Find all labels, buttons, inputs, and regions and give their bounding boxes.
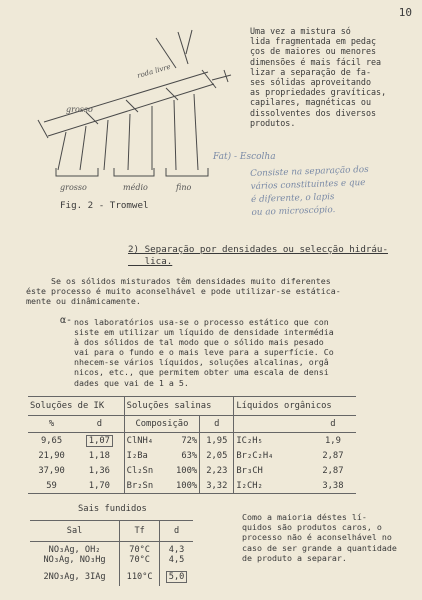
intro-paragraph: Uma vez a mistura só lida fragmentada em pedaç ços de maiores ou menores dimensões é mais fácil rea lizar a separação de fa- ses sólidas aproveitando as propriedades gravíticas, capilares, magnéticas ou dissolventes dos diversos produtos. <box>250 26 387 128</box>
boxed-value: 5,0 <box>166 571 188 583</box>
table-row: 2NO₃Ag, 3IAg 110°C 5,0 <box>30 568 193 586</box>
header-salinas: Soluções salinas <box>124 397 234 416</box>
bullet-marker: α- <box>60 315 73 326</box>
figure-caption: Fig. 2 - Tromwel <box>60 200 149 211</box>
sketch-label-medio: médio <box>123 183 148 192</box>
table-row: 9,65 1,07 ClNH₄ 72% 1,95 IC₂H₅ 1,9 <box>28 433 356 449</box>
closing-paragraph: Como a maioria déstes lí- quidos são produtos caros, o processo não é aconselhável no caso de ser grande a quantidade de produto a separar. <box>242 512 397 563</box>
table-row: 37,90 1,36 Cl₂Sn 100% 2,23 Br₃CH 2,87 <box>28 463 356 478</box>
sketch-label-grosso: grosso <box>60 183 87 192</box>
subheader-pct: % <box>28 416 75 433</box>
subheader-d2: d <box>200 416 234 433</box>
trommel-sketch <box>26 20 241 200</box>
header-sal: Sal <box>30 521 120 542</box>
table-row: 59 1,70 Br₂Sn 100% 3,32 I₂CH₂ 3,38 <box>28 478 356 494</box>
salts-title: Sais fundidos <box>78 504 147 514</box>
page-number: 10 <box>398 6 412 19</box>
subheader-composicao: Composição <box>124 416 200 433</box>
subheader-d1: d <box>75 416 124 433</box>
paragraph-densities: Se os sólidos misturados têm densidades muito diferentes éste processo é muito aconselhável e pode utilizar-se estática- mente ou dinâmicamente. <box>26 276 341 306</box>
table-row: NO₃Ag, OH₂ NO₃Ag, NO₃Hg 70°C 70°C 4,3 4,5 <box>30 542 193 569</box>
table-row: 21,90 1,18 I₂Ba 63% 2,05 Br₂C₂H₄ 2,87 <box>28 448 356 463</box>
subheader-d3: d <box>310 416 356 433</box>
density-table <box>28 396 356 494</box>
handwritten-note: Consiste na separação dos vários constituintes e que é diferente, o lapis ou ao microscópio. <box>250 164 369 218</box>
section-title: 2) Separação por densidades ou selecção hidráu- lica. <box>128 244 388 267</box>
salts-table <box>30 520 193 586</box>
handwritten-label: Fat) - Escolha <box>213 152 276 162</box>
header-tf: Tf <box>120 521 160 542</box>
sketch-label-roda-livre: roda livre <box>136 62 172 80</box>
header-d: d <box>160 521 193 542</box>
sketch-label-grosso-top: grosso <box>66 105 93 114</box>
boxed-value: 1,07 <box>86 435 113 447</box>
sketch-label-fino: fino <box>176 183 192 192</box>
header-organicos: Líquidos orgânicos <box>234 397 356 416</box>
bullet-paragraph: nos laboratórios usa-se o processo estático que con siste em utilizar um líquido de densidade intermédia à dos sólidos de tal modo que o sólido mais pesado vai para o fundo e o mais leve para a superfície. Co nhecem-se vários líquidos, soluções alcalinas, orgâ nicos, etc., que permitem obter uma escala de densi dades que vai de 1 a 5. <box>74 317 334 388</box>
header-ik: Soluções de IK <box>28 397 124 416</box>
